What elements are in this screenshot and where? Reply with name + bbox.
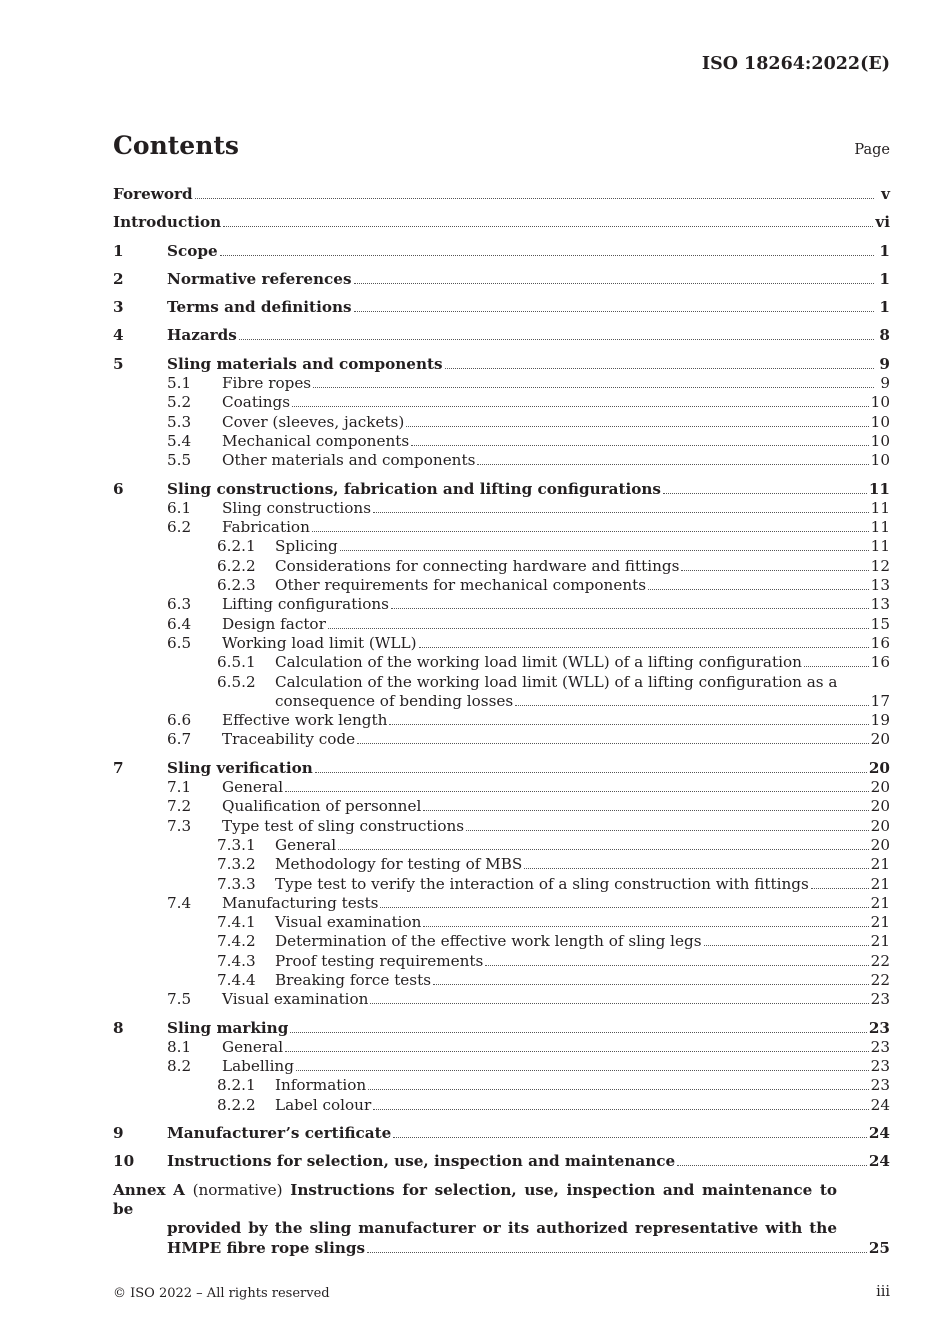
toc-entry-6-7[interactable] bbox=[113, 730, 890, 749]
leader-dots bbox=[290, 1031, 867, 1033]
toc-entry-number: 6.1 bbox=[167, 498, 192, 517]
toc-entry-number: 7.3.1 bbox=[217, 835, 256, 854]
toc-entry-page: vi bbox=[875, 213, 890, 232]
toc-entry-page: 21 bbox=[870, 855, 890, 874]
toc-entry-page: 21 bbox=[870, 893, 890, 912]
toc-entry-number: 6.2.1 bbox=[217, 537, 256, 556]
toc-entry-6-6[interactable] bbox=[113, 711, 890, 730]
toc-entry-title: Information bbox=[275, 1076, 367, 1095]
toc-entry-number: 5.5 bbox=[167, 451, 192, 470]
toc-entry-title: Labelling bbox=[222, 1057, 294, 1076]
toc-entry-6-2-2[interactable] bbox=[113, 557, 890, 576]
toc-entry-2[interactable] bbox=[113, 270, 890, 289]
toc-entry-annex-a[interactable] bbox=[113, 1181, 890, 1258]
toc-entry-title: General bbox=[275, 835, 337, 854]
leader-dots bbox=[285, 1050, 869, 1052]
leader-dots bbox=[411, 444, 869, 446]
toc-entry-title: Scope bbox=[167, 241, 218, 260]
toc-entry-title: Other materials and components bbox=[222, 451, 476, 470]
leader-dots bbox=[515, 704, 868, 706]
toc-entry-page: 11 bbox=[868, 479, 890, 498]
toc-entry-5-1[interactable] bbox=[113, 374, 890, 393]
toc-entry-number: 6.5.1 bbox=[217, 653, 256, 672]
leader-dots bbox=[315, 771, 867, 773]
toc-entry-number: 7.4.1 bbox=[217, 913, 256, 932]
annex-label: Annex A bbox=[113, 1180, 185, 1199]
toc-entry-page: 20 bbox=[870, 778, 890, 797]
leader-dots bbox=[312, 530, 869, 532]
toc-entry-10[interactable] bbox=[113, 1152, 890, 1171]
annex-title-line-1: Instructions for selection, use, inspection and maintenance to be bbox=[113, 1180, 837, 1218]
toc-entry-number: 6.6 bbox=[167, 711, 192, 730]
leader-dots bbox=[285, 790, 869, 792]
leader-dots bbox=[340, 549, 869, 551]
toc-entry-page: 11 bbox=[870, 518, 890, 537]
toc-entry-page: 8 bbox=[879, 326, 890, 345]
toc-entry-page: 23 bbox=[870, 1057, 890, 1076]
toc-entry-number: 8.2.2 bbox=[217, 1095, 256, 1114]
toc-entry-7-1[interactable] bbox=[113, 778, 890, 797]
leader-dots bbox=[357, 742, 869, 744]
toc-entry-number: 8.1 bbox=[167, 1037, 192, 1056]
toc-entry-page: 1 bbox=[879, 269, 890, 288]
annex-type: (normative) bbox=[192, 1180, 283, 1199]
toc-entry-page: 13 bbox=[870, 595, 890, 614]
toc-entry-number: 6.4 bbox=[167, 614, 192, 633]
toc-entry-6-3[interactable] bbox=[113, 595, 890, 614]
toc-entry-5[interactable] bbox=[113, 355, 890, 374]
toc-entry-page: 22 bbox=[870, 951, 890, 970]
toc-entry-number: 7.3.3 bbox=[217, 874, 256, 893]
toc-entry-page: 20 bbox=[868, 758, 890, 777]
toc-entry-number: 5.3 bbox=[167, 412, 192, 431]
toc-entry-page: v bbox=[881, 185, 890, 203]
toc-entry-8-2-2[interactable] bbox=[113, 1096, 890, 1115]
toc-entry-title: Introduction bbox=[113, 213, 222, 232]
toc-entry-title: Proof testing requirements bbox=[275, 951, 484, 970]
toc-entry-number: 7 bbox=[113, 758, 124, 777]
toc-entry-title: Effective work length bbox=[222, 711, 388, 730]
toc-entry-page: 23 bbox=[868, 1018, 890, 1037]
toc-entry-number: 7.5 bbox=[167, 990, 192, 1009]
leader-dots bbox=[804, 665, 869, 667]
leader-dots bbox=[313, 386, 874, 388]
leader-dots bbox=[373, 511, 869, 513]
toc-entry-title-continued: consequence of bending losses bbox=[275, 691, 514, 710]
toc-entry-number: 1 bbox=[113, 241, 124, 260]
leader-dots bbox=[433, 983, 869, 985]
toc-entry-number: 6.2 bbox=[167, 518, 192, 537]
leader-dots bbox=[338, 848, 869, 850]
leader-dots bbox=[223, 225, 873, 227]
toc-entry-number: 3 bbox=[113, 298, 124, 317]
toc-entry-title: Working load limit (WLL) bbox=[222, 633, 417, 652]
toc-entry-page: 12 bbox=[870, 556, 890, 575]
toc-entry-7-4-3[interactable] bbox=[113, 952, 890, 971]
toc-entry-7-5[interactable] bbox=[113, 990, 890, 1009]
annex-title-line-3: HMPE fibre rope slings bbox=[167, 1238, 366, 1257]
toc-entry-number: 6.5.2 bbox=[217, 672, 256, 691]
toc-entry-page: 24 bbox=[870, 1095, 890, 1114]
toc-entry-title: Calculation of the working load limit (WLL) of a lifting configuration bbox=[275, 653, 802, 672]
toc-entry-6-2-1[interactable] bbox=[113, 537, 890, 556]
table-of-contents bbox=[113, 185, 890, 1258]
leader-dots bbox=[328, 627, 869, 629]
toc-entry-number: 7.4.4 bbox=[217, 970, 256, 989]
toc-entry-5-5[interactable] bbox=[113, 451, 890, 470]
toc-entry-title: Determination of the effective work length of sling legs bbox=[275, 932, 702, 951]
leader-dots bbox=[423, 809, 868, 811]
leader-dots bbox=[677, 1164, 867, 1166]
toc-entry-number: 5.1 bbox=[167, 374, 192, 393]
toc-entry-5-2[interactable] bbox=[113, 393, 890, 412]
toc-entry-number: 5.4 bbox=[167, 431, 192, 450]
leader-dots bbox=[648, 588, 869, 590]
leader-dots bbox=[445, 367, 874, 369]
toc-entry-6-5-2[interactable] bbox=[113, 673, 890, 712]
toc-entry-6-4[interactable] bbox=[113, 615, 890, 634]
toc-entry-page: 11 bbox=[870, 537, 890, 556]
copyright-notice: © ISO 2022 – All rights reserved bbox=[113, 1286, 330, 1301]
toc-entry-8-1[interactable] bbox=[113, 1038, 890, 1057]
toc-entry-6-2-3[interactable] bbox=[113, 576, 890, 595]
toc-entry-title: Sling verification bbox=[167, 758, 313, 777]
toc-entry-number: 5.2 bbox=[167, 393, 192, 412]
toc-entry-7-3-2[interactable] bbox=[113, 855, 890, 874]
toc-entry-page: 25 bbox=[868, 1238, 890, 1257]
toc-entry-title: Sling marking bbox=[167, 1018, 289, 1037]
toc-entry-title: Fabrication bbox=[222, 518, 310, 537]
toc-entry-7-4[interactable] bbox=[113, 894, 890, 913]
toc-entry-page: 20 bbox=[870, 730, 890, 749]
toc-entry-number: 7.4 bbox=[167, 893, 192, 912]
toc-entry-title: Terms and definitions bbox=[167, 298, 352, 317]
toc-entry-7-4-2[interactable] bbox=[113, 932, 890, 951]
toc-entry-title: Type test of sling constructions bbox=[222, 816, 465, 835]
leader-dots bbox=[466, 829, 869, 831]
toc-entry-7-4-1[interactable] bbox=[113, 913, 890, 932]
toc-entry-title: Normative references bbox=[167, 269, 352, 288]
toc-entry-page: 1 bbox=[879, 241, 890, 260]
toc-entry-number: 6.3 bbox=[167, 595, 192, 614]
toc-entry-page: 21 bbox=[870, 874, 890, 893]
toc-entry-page: 1 bbox=[879, 298, 890, 317]
toc-entry-title: Instructions for selection, use, inspection and maintenance bbox=[167, 1152, 676, 1171]
toc-entry-title: Visual examination bbox=[275, 913, 422, 932]
toc-entry-title: Considerations for connecting hardware and fittings bbox=[275, 556, 680, 575]
toc-entry-8-2[interactable] bbox=[113, 1057, 890, 1076]
leader-dots bbox=[373, 1108, 868, 1110]
toc-entry-title: Traceability code bbox=[222, 730, 356, 749]
leader-dots bbox=[370, 1002, 868, 1004]
page-number: iii bbox=[876, 1284, 890, 1300]
toc-entry-title: Calculation of the working load limit (WLL) of a lifting configuration as a bbox=[275, 672, 838, 691]
toc-entry-title: Manufacturing tests bbox=[222, 893, 379, 912]
toc-entry-page: 21 bbox=[870, 913, 890, 932]
leader-dots bbox=[292, 405, 869, 407]
leader-dots bbox=[419, 646, 869, 648]
toc-entry-number: 2 bbox=[113, 269, 124, 288]
toc-entry-introduction[interactable] bbox=[113, 213, 890, 232]
toc-entry-page: 23 bbox=[870, 990, 890, 1009]
toc-entry-title: Splicing bbox=[275, 537, 338, 556]
toc-entry-number: 7.2 bbox=[167, 797, 192, 816]
toc-entry-page: 20 bbox=[870, 835, 890, 854]
leader-dots bbox=[239, 338, 874, 340]
toc-entry-5-4[interactable] bbox=[113, 432, 890, 451]
toc-entry-7-3-1[interactable] bbox=[113, 836, 890, 855]
toc-entry-page: 10 bbox=[870, 431, 890, 450]
toc-entry-page: 23 bbox=[870, 1037, 890, 1056]
toc-entry-title: General bbox=[222, 1037, 284, 1056]
toc-entry-page: 21 bbox=[870, 932, 890, 951]
toc-entry-page: 20 bbox=[870, 797, 890, 816]
toc-entry-number: 7.1 bbox=[167, 778, 192, 797]
toc-entry-page: 10 bbox=[870, 393, 890, 412]
toc-entry-title: Visual examination bbox=[222, 990, 369, 1009]
toc-entry-number: 8.2 bbox=[167, 1057, 192, 1076]
toc-entry-title: Type test to verify the interaction of a sling construction with fittings bbox=[275, 874, 809, 893]
toc-entry-title: Sling constructions bbox=[222, 498, 372, 517]
leader-dots bbox=[423, 925, 868, 927]
toc-entry-6-1[interactable] bbox=[113, 499, 890, 518]
toc-entry-title: Lifting configurations bbox=[222, 595, 389, 614]
leader-dots bbox=[663, 492, 867, 494]
toc-entry-number: 6.2.2 bbox=[217, 556, 256, 575]
toc-entry-6-5-1[interactable] bbox=[113, 653, 890, 672]
toc-entry-page: 24 bbox=[868, 1124, 890, 1143]
toc-entry-number: 10 bbox=[113, 1152, 135, 1171]
toc-entry-foreword[interactable] bbox=[113, 185, 890, 204]
toc-entry-title: Fibre ropes bbox=[222, 374, 312, 393]
toc-entry-page: 9 bbox=[880, 374, 890, 393]
toc-entry-page: 23 bbox=[870, 1076, 890, 1095]
toc-entry-7-4-4[interactable] bbox=[113, 971, 890, 990]
leader-dots bbox=[681, 569, 868, 571]
toc-entry-title: Foreword bbox=[113, 185, 193, 203]
toc-entry-number: 4 bbox=[113, 326, 124, 345]
leader-dots bbox=[389, 723, 868, 725]
toc-entry-number: 6.2.3 bbox=[217, 576, 256, 595]
toc-entry-3[interactable] bbox=[113, 298, 890, 317]
leader-dots bbox=[296, 1069, 869, 1071]
leader-dots bbox=[811, 887, 869, 889]
toc-entry-title: Methodology for testing of MBS bbox=[275, 855, 523, 874]
toc-entry-7-2[interactable] bbox=[113, 797, 890, 816]
leader-dots bbox=[393, 1136, 867, 1138]
toc-entry-page: 16 bbox=[870, 653, 890, 672]
toc-entry-title: Cover (sleeves, jackets) bbox=[222, 412, 405, 431]
toc-entry-number: 8.2.1 bbox=[217, 1076, 256, 1095]
toc-entry-8-2-1[interactable] bbox=[113, 1076, 890, 1095]
leader-dots bbox=[406, 425, 868, 427]
toc-entry-7[interactable] bbox=[113, 759, 890, 778]
leader-dots bbox=[354, 310, 874, 312]
toc-entry-title: Hazards bbox=[167, 326, 237, 345]
annex-title-line-2: provided by the sling manufacturer or its authorized representative with the bbox=[167, 1219, 837, 1238]
toc-entry-title: Qualification of personnel bbox=[222, 797, 422, 816]
toc-entry-number: 7.3.2 bbox=[217, 855, 256, 874]
leader-dots bbox=[367, 1251, 867, 1253]
leader-dots bbox=[704, 944, 869, 946]
toc-entry-page: 9 bbox=[879, 354, 890, 373]
toc-entry-number: 6 bbox=[113, 479, 124, 498]
leader-dots bbox=[485, 964, 868, 966]
toc-entry-9[interactable] bbox=[113, 1124, 890, 1143]
toc-entry-page: 24 bbox=[868, 1152, 890, 1171]
toc-entry-number: 6.7 bbox=[167, 730, 192, 749]
toc-entry-number: 8 bbox=[113, 1018, 124, 1037]
toc-entry-page: 22 bbox=[870, 970, 890, 989]
toc-entry-6[interactable] bbox=[113, 480, 890, 499]
toc-entry-page: 11 bbox=[870, 498, 890, 517]
page-title: Contents bbox=[113, 131, 240, 160]
toc-entry-title: Sling materials and components bbox=[167, 354, 443, 373]
toc-entry-title: Other requirements for mechanical components bbox=[275, 576, 646, 595]
toc-entry-title: Breaking force tests bbox=[275, 970, 431, 989]
toc-entry-8[interactable] bbox=[113, 1019, 890, 1038]
toc-entry-title: Design factor bbox=[222, 614, 326, 633]
toc-entry-title: Sling constructions, fabrication and lifting configurations bbox=[167, 479, 661, 498]
leader-dots bbox=[524, 867, 868, 869]
document-id: ISO 18264:2022(E) bbox=[701, 54, 890, 74]
toc-entry-1[interactable] bbox=[113, 242, 890, 261]
leader-dots bbox=[477, 463, 868, 465]
leader-dots bbox=[354, 282, 874, 284]
leader-dots bbox=[220, 254, 874, 256]
toc-entry-page: 20 bbox=[870, 816, 890, 835]
toc-entry-number: 9 bbox=[113, 1124, 124, 1143]
toc-entry-4[interactable] bbox=[113, 326, 890, 345]
toc-entry-7-3-3[interactable] bbox=[113, 875, 890, 894]
toc-entry-title: Label colour bbox=[275, 1095, 372, 1114]
toc-entry-number: 7.4.2 bbox=[217, 932, 256, 951]
toc-entry-6-2[interactable] bbox=[113, 518, 890, 537]
toc-entry-title: Manufacturer’s certificate bbox=[167, 1124, 392, 1143]
leader-dots bbox=[195, 197, 874, 199]
toc-entry-6-5[interactable] bbox=[113, 634, 890, 653]
toc-entry-number: 6.5 bbox=[167, 633, 192, 652]
toc-entry-page: 19 bbox=[870, 711, 890, 730]
toc-entry-page: 16 bbox=[870, 633, 890, 652]
toc-entry-5-3[interactable] bbox=[113, 413, 890, 432]
toc-entry-title: General bbox=[222, 778, 284, 797]
toc-entry-page: 10 bbox=[870, 412, 890, 431]
toc-entry-number: 7.4.3 bbox=[217, 951, 256, 970]
toc-entry-page: 17 bbox=[870, 691, 890, 710]
toc-entry-title: Mechanical components bbox=[222, 431, 410, 450]
toc-entry-7-3[interactable] bbox=[113, 817, 890, 836]
toc-entry-number: 5 bbox=[113, 354, 124, 373]
page-column-label: Page bbox=[854, 142, 890, 158]
leader-dots bbox=[391, 607, 869, 609]
toc-entry-title: Coatings bbox=[222, 393, 291, 412]
toc-entry-page: 10 bbox=[870, 451, 890, 470]
toc-entry-number: 7.3 bbox=[167, 816, 192, 835]
toc-entry-page: 15 bbox=[870, 614, 890, 633]
leader-dots bbox=[380, 906, 868, 908]
leader-dots bbox=[368, 1088, 869, 1090]
toc-entry-page: 13 bbox=[870, 576, 890, 595]
